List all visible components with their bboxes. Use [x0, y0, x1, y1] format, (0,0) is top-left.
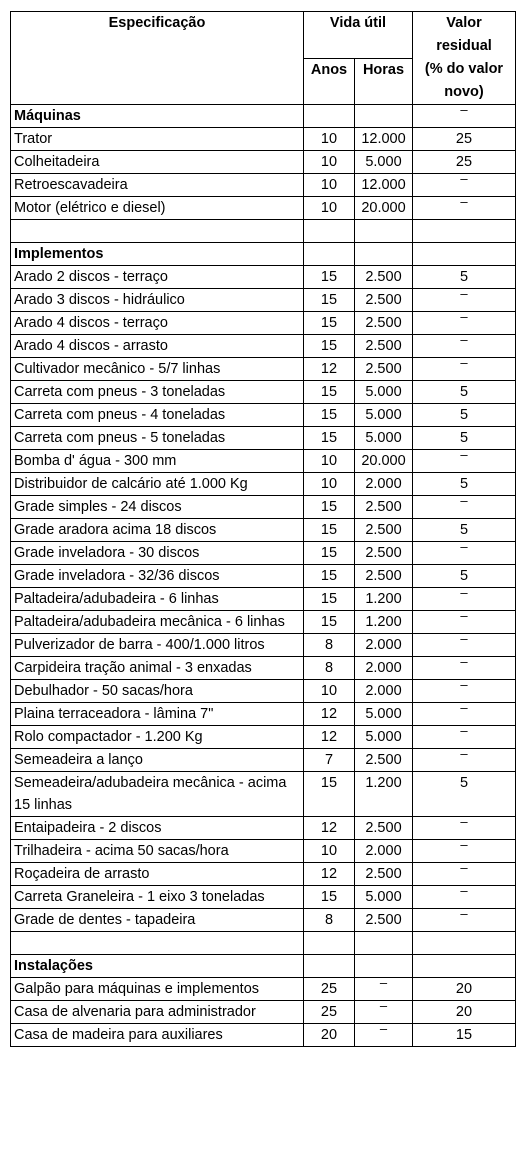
item-horas	[355, 1021, 413, 1047]
item-horas: 2.500	[355, 335, 413, 358]
item-residual	[413, 194, 516, 220]
table-row	[11, 749, 516, 772]
header-spec: Especificação	[11, 12, 304, 105]
header-horas: Horas	[355, 58, 413, 105]
dash-mark: –	[379, 975, 388, 990]
header-valor-residual	[413, 12, 516, 105]
item-name: Semeadeira/adubadeira mecânica - acima 15 linhas	[11, 772, 304, 817]
section-residual	[413, 243, 516, 266]
item-residual	[413, 447, 516, 473]
item-horas: 2.500	[355, 289, 413, 312]
item-name: Trator	[11, 128, 304, 151]
item-horas: 2.000	[355, 657, 413, 680]
table-row	[11, 588, 516, 611]
table-body	[11, 102, 516, 1047]
item-anos: 8	[304, 657, 355, 680]
item-name: Pulverizador de barra - 400/1.000 litros	[11, 634, 304, 657]
item-name: Carreta com pneus - 4 toneladas	[11, 404, 304, 427]
item-residual	[413, 355, 516, 381]
table-row	[11, 817, 516, 840]
item-horas: 2.500	[355, 749, 413, 772]
item-anos: 10	[304, 151, 355, 174]
dash-mark: –	[379, 1021, 388, 1036]
item-anos: 15	[304, 588, 355, 611]
item-horas: 5.000	[355, 381, 413, 404]
table-row	[11, 197, 516, 220]
table-row	[11, 909, 516, 932]
item-name: Arado 3 discos - hidráulico	[11, 289, 304, 312]
item-name: Roçadeira de arrasto	[11, 863, 304, 886]
header-valor-residual-line: residual	[436, 38, 492, 54]
item-anos: 25	[304, 1001, 355, 1024]
item-horas: 1.200	[355, 611, 413, 634]
table-row	[11, 496, 516, 519]
item-anos: 15	[304, 266, 355, 289]
item-horas: 5.000	[355, 726, 413, 749]
item-name: Arado 2 discos - terraço	[11, 266, 304, 289]
table-row	[11, 266, 516, 289]
item-residual: 25	[413, 151, 516, 174]
dash-mark: –	[460, 860, 468, 875]
item-name: Paltadeira/adubadeira mecânica - 6 linhas	[11, 611, 304, 634]
item-horas: 2.500	[355, 266, 413, 289]
table-row	[11, 886, 516, 909]
item-name: Motor (elétrico e diesel)	[11, 197, 304, 220]
item-anos: 15	[304, 335, 355, 358]
item-residual: 5	[413, 565, 516, 588]
item-anos: 15	[304, 427, 355, 450]
item-name: Casa de madeira para auxiliares	[11, 1024, 304, 1047]
dash-mark: –	[460, 102, 468, 117]
item-horas: 12.000	[355, 174, 413, 197]
useful-life-table	[10, 11, 516, 1047]
item-anos: 10	[304, 450, 355, 473]
item-anos: 25	[304, 978, 355, 1001]
item-horas: 2.500	[355, 565, 413, 588]
item-name: Colheitadeira	[11, 151, 304, 174]
section-title: Máquinas	[11, 105, 304, 128]
item-horas: 12.000	[355, 128, 413, 151]
empty-cell	[11, 220, 304, 243]
item-name: Grade simples - 24 discos	[11, 496, 304, 519]
item-horas: 2.000	[355, 680, 413, 703]
item-name: Grade aradora acima 18 discos	[11, 519, 304, 542]
section-title: Instalações	[11, 955, 304, 978]
table-row	[11, 312, 516, 335]
dash-mark: –	[460, 883, 468, 898]
table-row	[11, 680, 516, 703]
item-name: Galpão para máquinas e implementos	[11, 978, 304, 1001]
table-row	[11, 519, 516, 542]
item-name: Carreta com pneus - 5 toneladas	[11, 427, 304, 450]
table-row	[11, 427, 516, 450]
item-anos: 10	[304, 174, 355, 197]
spacer-row	[11, 220, 516, 243]
item-anos: 15	[304, 542, 355, 565]
table-row	[11, 1001, 516, 1024]
header-vida-util: Vida útil	[304, 12, 413, 59]
item-horas: 1.200	[355, 772, 413, 817]
header-anos: Anos	[304, 58, 355, 105]
empty-cell	[304, 932, 355, 955]
item-name: Semeadeira a lanço	[11, 749, 304, 772]
table-row	[11, 151, 516, 174]
item-residual: 5	[413, 404, 516, 427]
item-anos: 7	[304, 749, 355, 772]
table-row	[11, 772, 516, 817]
table-row	[11, 840, 516, 863]
item-residual: 20	[413, 978, 516, 1001]
table-row	[11, 703, 516, 726]
dash-mark: –	[460, 677, 468, 692]
section-residual	[413, 955, 516, 978]
dash-mark: –	[460, 700, 468, 715]
section-header-row	[11, 955, 516, 978]
item-anos: 12	[304, 863, 355, 886]
item-name: Carreta Graneleira - 1 eixo 3 toneladas	[11, 886, 304, 909]
dash-mark: –	[460, 286, 468, 301]
table-row	[11, 978, 516, 1001]
table-row	[11, 726, 516, 749]
item-horas: 5.000	[355, 703, 413, 726]
table-row	[11, 174, 516, 197]
dash-mark: –	[460, 631, 468, 646]
table-header	[11, 12, 516, 105]
item-residual: 20	[413, 1001, 516, 1024]
section-residual	[413, 102, 516, 128]
dash-mark: –	[379, 998, 388, 1013]
item-anos: 10	[304, 473, 355, 496]
header-valor-residual-line: novo)	[444, 84, 484, 100]
item-residual: 5	[413, 772, 516, 817]
item-anos: 15	[304, 312, 355, 335]
item-horas: 2.500	[355, 863, 413, 886]
table-row	[11, 358, 516, 381]
table-row	[11, 542, 516, 565]
item-anos: 15	[304, 611, 355, 634]
item-name: Arado 4 discos - arrasto	[11, 335, 304, 358]
item-horas: 5.000	[355, 427, 413, 450]
item-name: Grade inveladora - 32/36 discos	[11, 565, 304, 588]
item-anos: 8	[304, 909, 355, 932]
dash-mark: –	[460, 309, 468, 324]
item-horas: 2.000	[355, 840, 413, 863]
item-name: Rolo compactador - 1.200 Kg	[11, 726, 304, 749]
item-anos: 20	[304, 1024, 355, 1047]
dash-mark: –	[460, 585, 468, 600]
item-horas: 2.500	[355, 519, 413, 542]
item-name: Arado 4 discos - terraço	[11, 312, 304, 335]
dash-mark: –	[460, 837, 468, 852]
item-anos: 10	[304, 197, 355, 220]
item-name: Grade inveladora - 30 discos	[11, 542, 304, 565]
header-valor-residual-line: (% do valor	[424, 61, 504, 77]
item-horas: 2.500	[355, 496, 413, 519]
table-row	[11, 450, 516, 473]
empty-cell	[413, 932, 516, 955]
item-name: Grade de dentes - tapadeira	[11, 909, 304, 932]
item-name: Paltadeira/adubadeira - 6 linhas	[11, 588, 304, 611]
item-residual	[413, 906, 516, 932]
table-row	[11, 289, 516, 312]
item-name: Entaipadeira - 2 discos	[11, 817, 304, 840]
item-name: Retroescavadeira	[11, 174, 304, 197]
item-horas: 2.500	[355, 542, 413, 565]
empty-cell	[413, 220, 516, 243]
item-anos: 12	[304, 726, 355, 749]
item-residual: 5	[413, 427, 516, 450]
item-anos: 15	[304, 772, 355, 817]
dash-mark: –	[460, 332, 468, 347]
item-name: Distribuidor de calcário até 1.000 Kg	[11, 473, 304, 496]
dash-mark: –	[460, 654, 468, 669]
spacer-row	[11, 932, 516, 955]
item-name: Casa de alvenaria para administrador	[11, 1001, 304, 1024]
item-anos: 15	[304, 519, 355, 542]
table-row	[11, 381, 516, 404]
item-residual: 5	[413, 473, 516, 496]
table-row	[11, 1024, 516, 1047]
section-title: Implementos	[11, 243, 304, 266]
dash-mark: –	[460, 608, 468, 623]
item-residual: 5	[413, 519, 516, 542]
item-anos: 15	[304, 381, 355, 404]
item-horas: 20.000	[355, 197, 413, 220]
dash-mark: –	[460, 539, 468, 554]
table-row	[11, 404, 516, 427]
item-residual	[413, 746, 516, 772]
item-horas: 5.000	[355, 886, 413, 909]
empty-cell	[304, 220, 355, 243]
item-horas: 2.500	[355, 909, 413, 932]
dash-mark: –	[460, 493, 468, 508]
empty-cell	[304, 955, 355, 978]
empty-cell	[355, 105, 413, 128]
item-anos: 10	[304, 680, 355, 703]
table-row	[11, 611, 516, 634]
item-horas: 2.500	[355, 312, 413, 335]
item-name: Carpideira tração animal - 3 enxadas	[11, 657, 304, 680]
dash-mark: –	[460, 723, 468, 738]
item-horas: 2.000	[355, 473, 413, 496]
item-horas: 5.000	[355, 151, 413, 174]
item-anos: 15	[304, 404, 355, 427]
table-row	[11, 565, 516, 588]
table-row	[11, 634, 516, 657]
section-header-row	[11, 105, 516, 128]
item-anos: 15	[304, 886, 355, 909]
item-residual: 5	[413, 381, 516, 404]
item-anos: 10	[304, 128, 355, 151]
item-name: Trilhadeira - acima 50 sacas/hora	[11, 840, 304, 863]
empty-cell	[355, 932, 413, 955]
table-row	[11, 335, 516, 358]
item-name: Plaina terraceadora - lâmina 7"	[11, 703, 304, 726]
dash-mark: –	[460, 447, 468, 462]
item-anos: 15	[304, 289, 355, 312]
item-horas: 2.000	[355, 634, 413, 657]
empty-cell	[304, 105, 355, 128]
item-residual: 15	[413, 1024, 516, 1047]
item-anos: 15	[304, 565, 355, 588]
item-name: Carreta com pneus - 3 toneladas	[11, 381, 304, 404]
empty-cell	[11, 932, 304, 955]
item-residual: 25	[413, 128, 516, 151]
table-row	[11, 473, 516, 496]
item-anos: 15	[304, 496, 355, 519]
item-residual: 5	[413, 266, 516, 289]
item-residual	[413, 539, 516, 565]
section-header-row	[11, 243, 516, 266]
item-horas: 5.000	[355, 404, 413, 427]
table-row	[11, 863, 516, 886]
item-name: Cultivador mecânico - 5/7 linhas	[11, 358, 304, 381]
item-anos: 12	[304, 358, 355, 381]
item-anos: 12	[304, 817, 355, 840]
dash-mark: –	[460, 171, 468, 186]
dash-mark: –	[460, 814, 468, 829]
empty-cell	[304, 243, 355, 266]
item-horas: 2.500	[355, 358, 413, 381]
empty-cell	[355, 220, 413, 243]
item-name: Debulhador - 50 sacas/hora	[11, 680, 304, 703]
dash-mark: –	[460, 194, 468, 209]
item-anos: 12	[304, 703, 355, 726]
item-residual	[413, 493, 516, 519]
table-row	[11, 128, 516, 151]
item-name: Bomba d' água - 300 mm	[11, 450, 304, 473]
header-valor-residual-line: Valor	[446, 15, 482, 31]
dash-mark: –	[460, 746, 468, 761]
table-row	[11, 657, 516, 680]
item-horas: 2.500	[355, 817, 413, 840]
item-horas: 20.000	[355, 450, 413, 473]
dash-mark: –	[460, 355, 468, 370]
empty-cell	[355, 243, 413, 266]
dash-mark: –	[460, 906, 468, 921]
item-horas: 1.200	[355, 588, 413, 611]
item-anos: 8	[304, 634, 355, 657]
item-anos: 10	[304, 840, 355, 863]
